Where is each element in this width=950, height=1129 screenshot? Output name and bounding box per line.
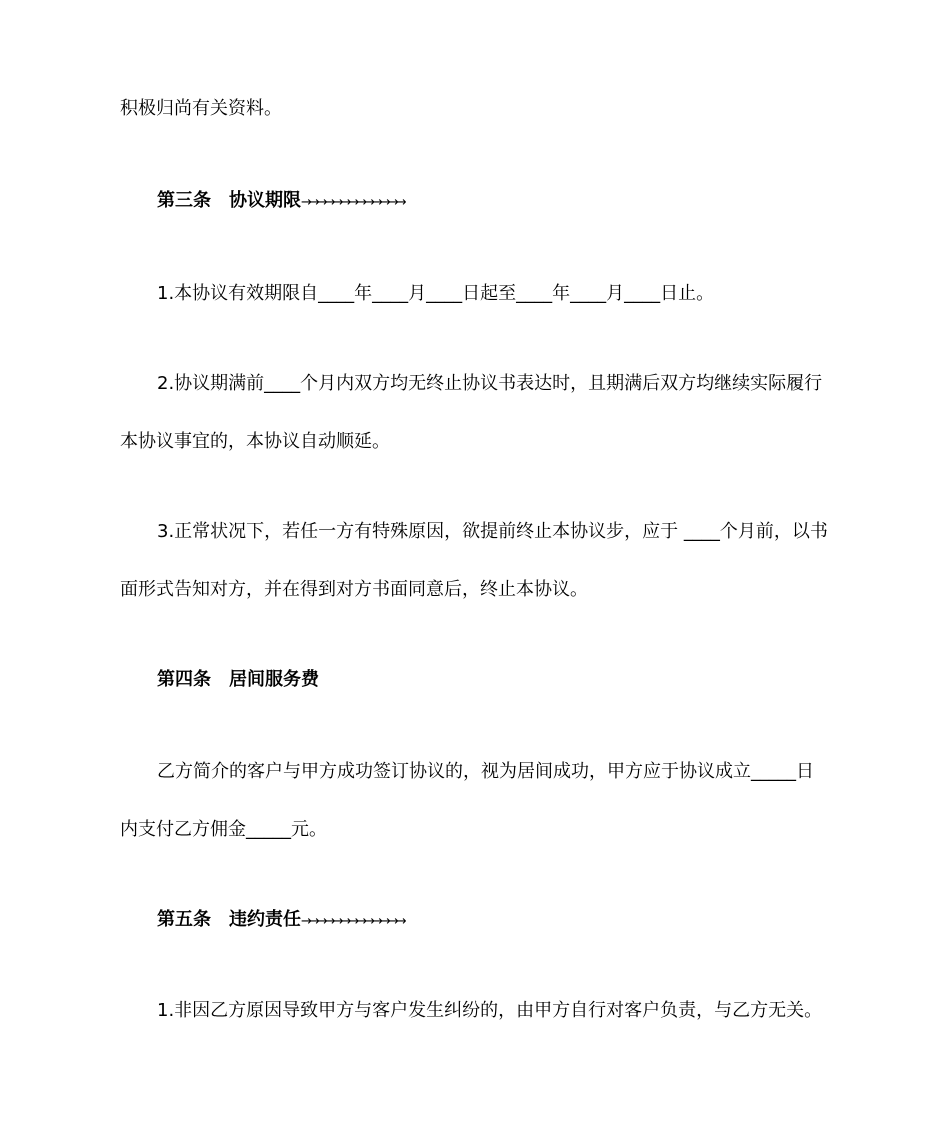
section-number: 第三条 [157, 190, 211, 211]
section-heading-3 [157, 189, 877, 215]
clause-3-2-line-2: 本协议事宜的，本协议自动顺延。 [120, 431, 390, 452]
clause-3-3-line-2: 面形式告知对方，并在得到对方书面同意后，终止本协议。 [120, 579, 588, 600]
section-heading-4 [157, 668, 877, 692]
paragraph-line: 积极归尚有关资料。 [120, 98, 282, 119]
section-number: 第四条 [157, 669, 211, 690]
clause-3-1: 1.本协议有效期限自____年____月____日起至____年____月____日止。 [157, 283, 715, 304]
clause-4-line-2: 内支付乙方佣金_____元。 [120, 819, 327, 840]
section-heading-5 [157, 908, 877, 934]
clause-3-2-line-1: 2.协议期满前____个月内双方均无终止协议书表达时，且期满后双方均继续实际履行 [157, 373, 823, 394]
clause-5-1: 1.非因乙方原因导致甲方与客户发生纠纷的，由甲方自行对客户负责，与乙方无关。 [157, 1000, 823, 1021]
section-title: 违约责任 [229, 909, 301, 930]
clause-3-3-line-1: 3.正常状况下，若任一方有特殊原因，欲提前终止本协议步，应于 ____个月前，以书 [157, 521, 828, 542]
section-title: 协议期限 [229, 190, 301, 211]
section-number: 第五条 [157, 909, 211, 930]
clause-4-line-1: 乙方简介的客户与甲方成功签订协议的，视为居间成功，甲方应于协议成立_____日 [157, 761, 814, 782]
arrow-marks: →→→→→→→→→→→→→ [301, 195, 404, 210]
section-title: 居间服务费 [229, 669, 319, 690]
arrow-marks: →→→→→→→→→→→→→ [301, 914, 404, 929]
